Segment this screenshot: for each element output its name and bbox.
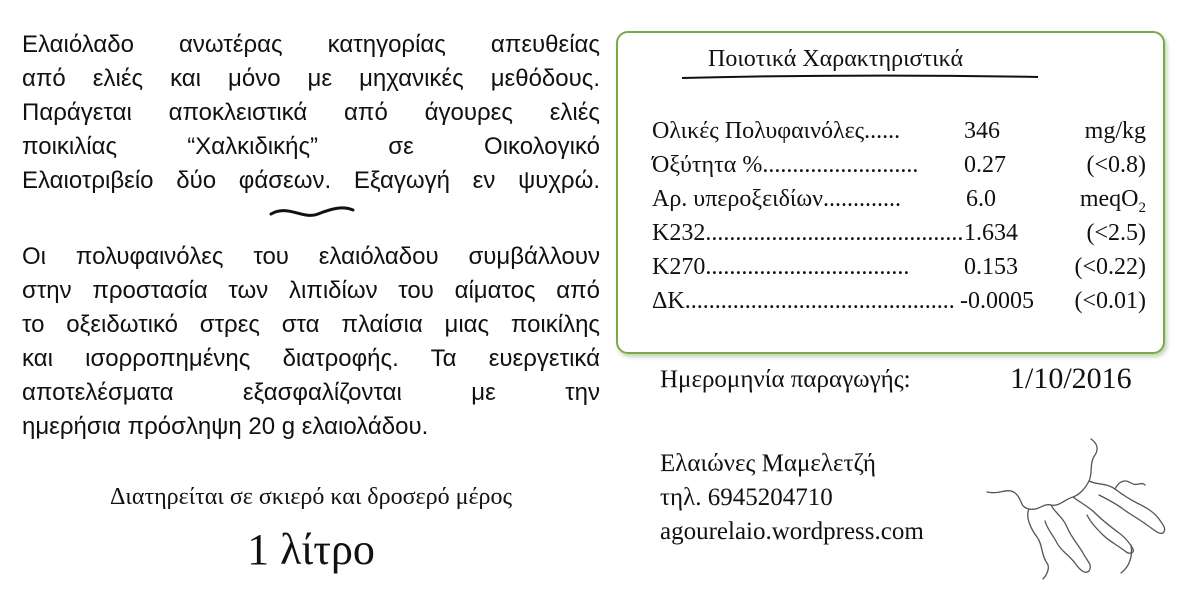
quality-value: 6.0 bbox=[966, 186, 996, 212]
storage-note: Διατηρείται σε σκιερό και δροσερό μέρος bbox=[109, 484, 513, 510]
quality-limit-unit: meqO bbox=[1079, 186, 1139, 212]
para2-line: στην προστασία των λιπιδίων του αίματος από bbox=[22, 277, 600, 304]
production-date-label: Ημερομηνία παραγωγής: bbox=[660, 366, 911, 393]
quality-label: Κ270.................................. bbox=[652, 254, 910, 280]
production-date-value: 1/10/2016 bbox=[1010, 362, 1132, 395]
para1-line: Παράγεται αποκλειστικά από άγουρες ελιές bbox=[22, 99, 600, 126]
quality-value: 0.153 bbox=[964, 254, 1018, 280]
tilde-swirl-icon bbox=[268, 202, 358, 222]
volume-label: 1 λίτρο bbox=[247, 525, 375, 574]
producer-website: agourelaio.wordpress.com bbox=[660, 518, 924, 545]
quality-label: Αρ. υπεροξειδίων............. bbox=[652, 186, 902, 212]
para2-line: Οι πολυφαινόλες του ελαιόλαδου συμβάλλουν bbox=[22, 243, 600, 270]
quality-limit: (<0.01) bbox=[1074, 288, 1146, 314]
quality-label: ΔΚ............................................. bbox=[652, 288, 955, 314]
quality-value: 0.27 bbox=[964, 152, 1006, 178]
quality-row-peroxides bbox=[652, 186, 1146, 220]
quality-value: -0.0005 bbox=[960, 288, 1034, 314]
para1-line: ποικιλίας “Χαλκιδικής” σε Οικολογικό bbox=[22, 133, 600, 160]
quality-title: Ποιοτικά Χαρακτηριστικά bbox=[708, 46, 964, 72]
description-paragraph-1 bbox=[22, 28, 600, 198]
para2-line: το οξειδωτικό στρες στα πλαίσια μιας ποικίλης bbox=[22, 311, 600, 338]
producer-name: Ελαιώνες Μαμελετζή bbox=[660, 450, 876, 477]
quality-row-polyphenols bbox=[652, 118, 1146, 152]
quality-limit: mg/kg bbox=[1084, 118, 1146, 144]
quality-limit: (<2.5) bbox=[1086, 220, 1146, 246]
quality-row-k232 bbox=[652, 220, 1146, 254]
para2-line: και ισορροπημένης διατροφής. Τα ευεργετικά bbox=[22, 345, 600, 372]
quality-limit: (<0.8) bbox=[1086, 152, 1146, 178]
quality-value: 1.634 bbox=[964, 220, 1018, 246]
para2-line: ημερήσια πρόσληψη 20 g ελαιολάδου. bbox=[22, 413, 429, 440]
para1-line: Ελαιόλαδο ανωτέρας κατηγορίας απευθείας bbox=[22, 31, 600, 58]
quality-value: 346 bbox=[964, 118, 1000, 144]
quality-label: Όξύτητα %.......................... bbox=[652, 152, 919, 178]
para1-line: Ελαιοτριβείο δύο φάσεων. Εξαγωγή εν ψυχρώ. bbox=[22, 167, 600, 194]
quality-row-k270 bbox=[652, 254, 1146, 288]
para2-line: αποτελέσματα εξασφαλίζονται με την bbox=[22, 379, 600, 406]
chalkidiki-map-icon bbox=[985, 437, 1170, 582]
quality-label: Ολικές Πολυφαινόλες...... bbox=[652, 118, 901, 144]
quality-row-acidity bbox=[652, 152, 1146, 186]
producer-phone: τηλ. 6945204710 bbox=[660, 484, 833, 511]
quality-label: Κ232........................................... bbox=[652, 220, 964, 246]
quality-row-delta-k bbox=[652, 288, 1146, 322]
quality-limit bbox=[1080, 186, 1146, 217]
quality-limit-subscript: 2 bbox=[1138, 199, 1146, 216]
description-paragraph-2 bbox=[22, 240, 600, 444]
quality-limit: (<0.22) bbox=[1074, 254, 1146, 280]
para1-line: από ελιές και μόνο με μηχανικές μεθόδους. bbox=[22, 65, 600, 92]
title-underline bbox=[680, 73, 1040, 81]
